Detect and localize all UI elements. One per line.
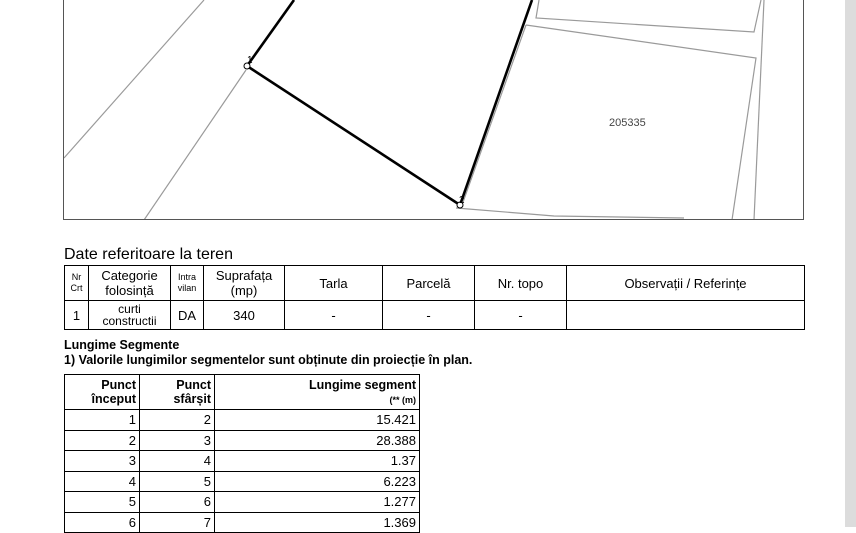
segment-row	[65, 492, 420, 513]
header-punct-inceput: Punct început	[65, 375, 140, 410]
teren-header-row	[65, 266, 805, 301]
cell-suprafata: 340	[204, 301, 285, 330]
cell-intravilan: DA	[171, 301, 204, 330]
segment-start: 6	[65, 512, 140, 533]
cell-tarla: -	[285, 301, 383, 330]
neighbor-boundary	[456, 208, 684, 218]
cell-parcela: -	[383, 301, 475, 330]
header-parcela: Parcelă	[383, 266, 475, 301]
neighbor-boundary	[144, 70, 246, 220]
segment-start: 1	[65, 410, 140, 431]
teren-section-title: Date referitoare la teren	[64, 246, 233, 263]
segments-section-title: Lungime Segmente	[64, 338, 180, 352]
point-label-1: 1	[247, 55, 253, 66]
segment-row	[65, 512, 420, 533]
header-observatii: Observații / Referințe	[567, 266, 805, 301]
segment-length: 1.37	[215, 451, 420, 472]
segment-row	[65, 471, 420, 492]
segment-end: 2	[140, 410, 215, 431]
segment-length: 1.369	[215, 512, 420, 533]
cell-topo: -	[475, 301, 567, 330]
segment-row	[65, 410, 420, 431]
page-edge	[845, 0, 856, 527]
parcel-boundary-segment	[247, 0, 294, 66]
parcel-boundary-segment	[247, 66, 460, 205]
segment-length: 1.277	[215, 492, 420, 513]
segment-row	[65, 451, 420, 472]
cadastral-map	[63, 0, 804, 220]
neighbor-parcel-number: 205335	[609, 117, 646, 129]
header-tarla: Tarla	[285, 266, 383, 301]
cell-observatii	[567, 301, 805, 330]
segment-row	[65, 430, 420, 451]
header-lungime: Lungime segment (** (m)	[215, 375, 420, 410]
segment-end: 6	[140, 492, 215, 513]
neighbor-boundary	[754, 0, 764, 220]
segment-end: 3	[140, 430, 215, 451]
segment-length: 28.388	[215, 430, 420, 451]
segment-length: 6.223	[215, 471, 420, 492]
segment-end: 7	[140, 512, 215, 533]
teren-table	[64, 265, 805, 330]
header-categorie: Categorie folosință	[89, 266, 171, 301]
neighbor-boundary	[64, 0, 204, 158]
segments-table	[64, 374, 420, 533]
point-label-2: 2	[459, 195, 465, 206]
map-drawing	[64, 0, 804, 220]
cell-categorie: curti constructii	[89, 301, 171, 330]
teren-data-row	[65, 301, 805, 330]
segments-header-row	[65, 375, 420, 410]
header-suprafata: Suprafața (mp)	[204, 266, 285, 301]
parcel-boundary-segment	[460, 0, 532, 205]
segment-start: 4	[65, 471, 140, 492]
header-intravilan: Intra vilan	[171, 266, 204, 301]
neighbor-boundary	[536, 0, 761, 32]
segment-start: 3	[65, 451, 140, 472]
segment-end: 5	[140, 471, 215, 492]
segment-start: 5	[65, 492, 140, 513]
segments-note: 1) Valorile lungimilor segmentelor sunt obținute din proiecție în plan.	[64, 353, 473, 367]
segment-start: 2	[65, 430, 140, 451]
neighbor-boundary	[462, 25, 526, 205]
header-nr: Nr Crt	[65, 266, 89, 301]
segment-end: 4	[140, 451, 215, 472]
header-punct-sfarsit: Punct sfârșit	[140, 375, 215, 410]
header-topo: Nr. topo	[475, 266, 567, 301]
segment-length: 15.421	[215, 410, 420, 431]
cell-nr: 1	[65, 301, 89, 330]
